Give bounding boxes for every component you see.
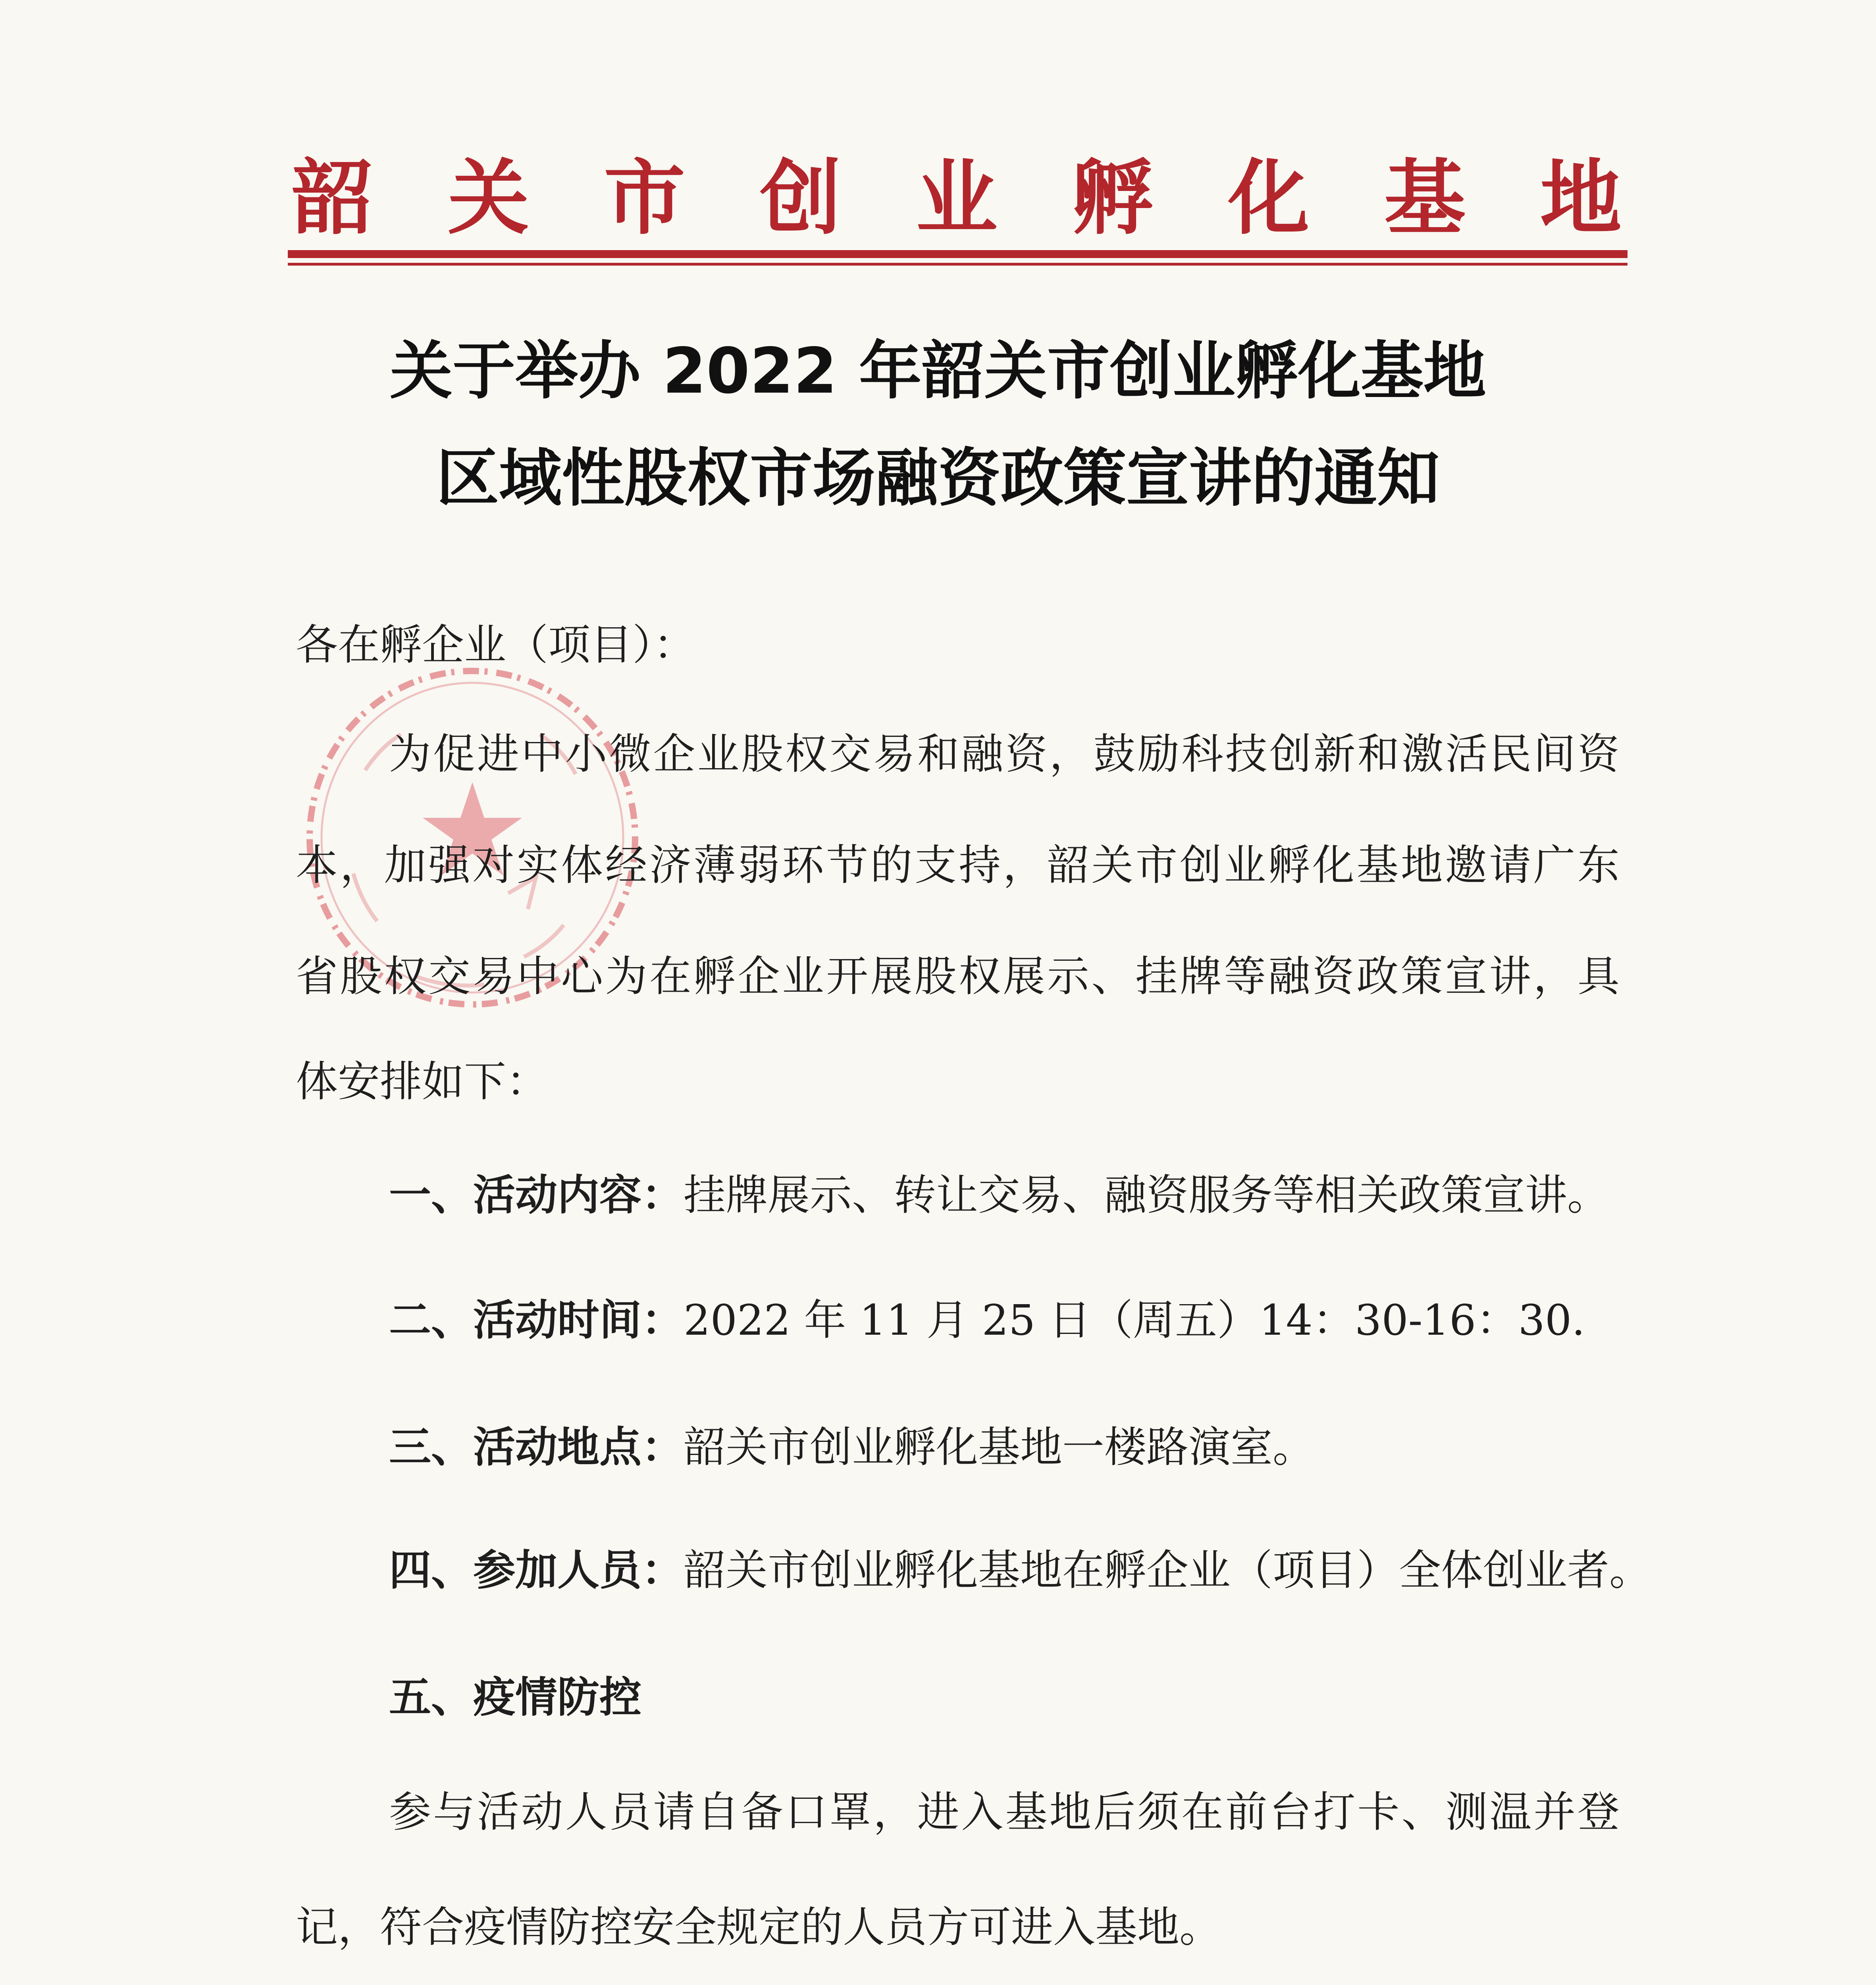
masthead-char: 地: [1540, 151, 1622, 246]
intro-line: 为促进中小微企业股权交易和融资，鼓励科技创新和激活民间资: [389, 730, 1620, 779]
masthead-title: [292, 151, 1622, 246]
masthead-char: 业: [916, 151, 998, 246]
masthead-char: 创: [760, 151, 842, 246]
epidemic-line: 参与活动人员请自备口罩，进入基地后须在前台打卡、测温并登: [389, 1788, 1620, 1837]
masthead-char: 孵: [1072, 151, 1154, 246]
item-participants: [389, 1544, 1651, 1596]
masthead-rule-thin: [288, 263, 1628, 266]
masthead-char: 市: [604, 151, 686, 246]
item-label: 三、活动地点：: [389, 1422, 684, 1472]
masthead-rule-thick: [288, 250, 1628, 258]
notice-title-line-2: 区域性股权市场融资政策宣讲的通知: [436, 442, 1440, 515]
item-value: 韶关市创业孵化基地一楼路演室。: [684, 1423, 1315, 1472]
item-epidemic-heading: 五、疫情防控: [389, 1672, 641, 1722]
intro-line: 本，加强对实体经济薄弱环节的支持，韶关市创业孵化基地邀请广东: [296, 841, 1620, 890]
masthead-char: 化: [1228, 151, 1310, 246]
masthead-char: 基: [1384, 151, 1466, 246]
item-label: 四、参加人员：: [389, 1545, 684, 1595]
item-activity-time: [389, 1294, 1585, 1346]
masthead-char: 韶: [292, 151, 373, 246]
item-value: 挂牌展示、转让交易、融资服务等相关政策宣讲。: [684, 1171, 1609, 1220]
notice-title-line-1: 关于举办 2022 年韶关市创业孵化基地: [390, 335, 1486, 408]
epidemic-line: 记，符合疫情防控安全规定的人员方可进入基地。: [296, 1903, 1221, 1952]
item-value: 2022 年 11 月 25 日（周五）14：30-16：30.: [684, 1296, 1585, 1345]
item-label: 一、活动内容：: [389, 1170, 684, 1220]
salutation: 各在孵企业（项目）：: [296, 621, 695, 669]
item-value: 韶关市创业孵化基地在孵企业（项目）全体创业者。: [684, 1546, 1651, 1595]
item-label: 二、活动时间：: [389, 1295, 684, 1345]
item-activity-content: [389, 1169, 1609, 1221]
masthead-char: 关: [448, 151, 530, 246]
intro-line: 体安排如下：: [296, 1057, 548, 1106]
item-activity-place: [389, 1421, 1315, 1473]
intro-line: 省股权交易中心为在孵企业开展股权展示、挂牌等融资政策宣讲，具: [296, 952, 1620, 1001]
